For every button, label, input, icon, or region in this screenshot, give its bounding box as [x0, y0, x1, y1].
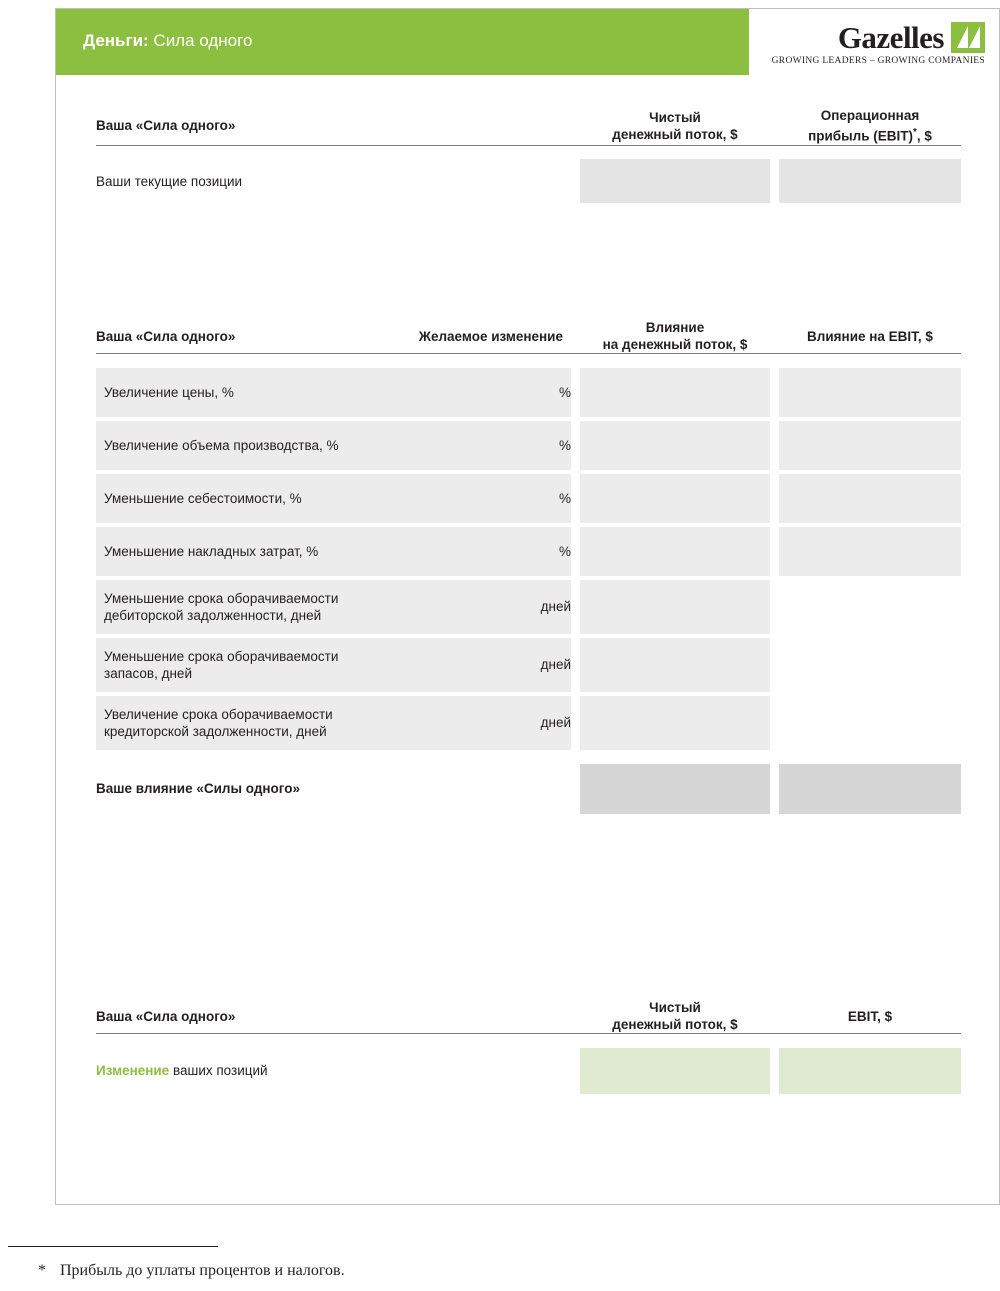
spacer: [571, 107, 580, 145]
row-label-power-of-one-impact: Ваше влияние «Силы одного»: [96, 781, 301, 796]
spacer: [571, 1048, 580, 1094]
worksheet-page: [55, 8, 1000, 1205]
col-header-cash-impact-line1: Влияние: [645, 320, 705, 335]
total-cash-impact: [580, 764, 770, 814]
row-label-payables-days: Увеличение срока оборачиваемости кредиторской задолженности, дней: [96, 696, 381, 750]
row-label-volume-increase: Увеличение объема производства, %: [96, 421, 381, 470]
row-label-price-increase: Увеличение цены, %: [96, 368, 381, 417]
spacer: [770, 638, 779, 692]
spacer: [571, 527, 580, 576]
result-ebit: [779, 1048, 961, 1094]
col-header-ebit: [779, 107, 961, 145]
section-current-position: [96, 107, 961, 203]
logo-wordmark: Gazelles: [837, 20, 944, 55]
input-volume-increase-cash[interactable]: [580, 421, 770, 470]
input-inventory-days-cash[interactable]: [580, 638, 770, 692]
cell-disabled-inventory-ebit: [779, 638, 961, 692]
col-header-row-label: Ваша «Сила одного»: [96, 999, 571, 1034]
table-row: [96, 474, 961, 523]
spacer: [571, 319, 580, 354]
cell-disabled-receivables-ebit: [779, 580, 961, 634]
row-label-cogs-decrease: Уменьшение себестоимости, %: [96, 474, 381, 523]
col-header-ebit-line2: [779, 124, 961, 145]
logo-plate: [749, 9, 999, 75]
col-header-ebit-line1: Операционная: [820, 108, 920, 123]
table-row: [96, 368, 961, 417]
col-header-ebit-impact: Влияние на EBIT, $: [779, 319, 961, 354]
unit-inventory-days[interactable]: дней: [381, 638, 571, 692]
new-position-table: [96, 999, 961, 1094]
current-position-table: [96, 107, 961, 203]
col-header-row-label: Ваша «Сила одного»: [96, 319, 381, 354]
input-volume-increase-ebit[interactable]: [779, 421, 961, 470]
table-row: [96, 1048, 961, 1094]
input-price-increase-ebit[interactable]: [779, 368, 961, 417]
unit-overhead-decrease[interactable]: %: [381, 527, 571, 576]
footnote-divider: [8, 1246, 218, 1247]
input-current-cash-flow[interactable]: [580, 159, 770, 203]
spacer: [770, 319, 779, 354]
spacer: [770, 999, 779, 1034]
gap-row: [96, 750, 961, 764]
input-price-increase-cash[interactable]: [580, 368, 770, 417]
spacer: [770, 474, 779, 523]
gap-row: [96, 354, 961, 368]
unit-payables-days[interactable]: дней: [381, 696, 571, 750]
input-receivables-days-cash[interactable]: [580, 580, 770, 634]
col-header-net-cash-flow-line1: Чистый: [649, 1000, 701, 1015]
spacer: [770, 107, 779, 145]
col-header-cash-flow: [580, 107, 770, 145]
spacer: [571, 580, 580, 634]
table-row: [96, 421, 961, 470]
spacer: [571, 474, 580, 523]
spacer: [571, 638, 580, 692]
unit-cogs-decrease[interactable]: %: [381, 474, 571, 523]
col-header-cash-impact: [580, 319, 770, 354]
table-row: [96, 159, 961, 203]
spacer: [571, 764, 580, 814]
section-new-position: [96, 999, 961, 1094]
row-label-change-rest: ваших позиций: [169, 1063, 268, 1078]
spacer: [770, 368, 779, 417]
total-ebit-impact: [779, 764, 961, 814]
col-header-ebit-line2-text: прибыль (EBIT): [808, 128, 913, 144]
logo-tagline: GROWING LEADERS – GROWING COMPANIES: [771, 56, 985, 66]
input-overhead-decrease-ebit[interactable]: [779, 527, 961, 576]
table-header-row: [96, 107, 961, 145]
col-header-row-label: Ваша «Сила одного»: [96, 107, 571, 145]
table-header-row: [96, 319, 961, 354]
col-header-ebit-line2-suffix: , $: [916, 128, 932, 144]
col-header-cash-impact-line2: на денежный поток, $: [602, 337, 748, 352]
levers-table: [96, 319, 961, 814]
row-label-current-position: Ваши текущие позиции: [96, 173, 243, 189]
footnote: [38, 1262, 345, 1280]
col-header-ebit-total: EBIT, $: [779, 999, 961, 1034]
page-header-band: [56, 9, 999, 75]
input-cogs-decrease-cash[interactable]: [580, 474, 770, 523]
footnote-marker: *: [38, 1262, 46, 1279]
gazelles-chevron-icon: [951, 22, 985, 53]
spacer: [770, 580, 779, 634]
col-header-cash-flow-line1: Чистый: [649, 109, 701, 125]
cell-disabled-payables-ebit: [779, 696, 961, 750]
spacer: [571, 159, 580, 203]
row-label-receivables-days: Уменьшение срока оборачиваемости дебиторской задолженности, дней: [96, 580, 381, 634]
unit-receivables-days[interactable]: дней: [381, 580, 571, 634]
table-row: [96, 527, 961, 576]
page-title-rest: Сила одного: [148, 31, 253, 50]
unit-price-increase[interactable]: %: [381, 368, 571, 417]
footnote-text: Прибыль до уплаты процентов и налогов.: [60, 1262, 345, 1279]
unit-volume-increase[interactable]: %: [381, 421, 571, 470]
table-row: [96, 696, 961, 750]
row-label-inventory-days: Уменьшение срока оборачиваемости запасов, дней: [96, 638, 381, 692]
page-title: [83, 31, 252, 51]
spacer: [571, 696, 580, 750]
gap-row: [96, 1034, 961, 1048]
row-label-change-in-position: [96, 1048, 571, 1094]
spacer: [571, 421, 580, 470]
spacer: [770, 1048, 779, 1094]
spacer: [571, 368, 580, 417]
footnote-marker-icon: *: [913, 127, 917, 138]
spacer: [770, 421, 779, 470]
col-header-desired-change: Желаемое изменение: [381, 319, 571, 354]
table-row-total: [96, 764, 961, 814]
table-row: [96, 580, 961, 634]
input-current-ebit[interactable]: [779, 159, 961, 203]
gap-row: [96, 145, 961, 159]
table-row: [96, 638, 961, 692]
row-label-change-accent: Изменение: [96, 1063, 170, 1078]
input-payables-days-cash[interactable]: [580, 696, 770, 750]
page-title-bold: Деньги:: [83, 31, 149, 50]
section-levers: [96, 319, 961, 814]
result-net-cash-flow: [580, 1048, 770, 1094]
input-cogs-decrease-ebit[interactable]: [779, 474, 961, 523]
input-overhead-decrease-cash[interactable]: [580, 527, 770, 576]
col-header-cash-flow-line2: денежный поток, $: [612, 126, 738, 142]
spacer: [770, 159, 779, 203]
row-label-overhead-decrease: Уменьшение накладных затрат, %: [96, 527, 381, 576]
col-header-net-cash-flow-line2: денежный поток, $: [612, 1017, 738, 1032]
brand-logo: [772, 22, 985, 66]
spacer: [770, 696, 779, 750]
col-header-net-cash-flow: [580, 999, 770, 1034]
spacer: [770, 764, 779, 814]
table-header-row: [96, 999, 961, 1034]
spacer: [770, 527, 779, 576]
spacer: [571, 999, 580, 1034]
